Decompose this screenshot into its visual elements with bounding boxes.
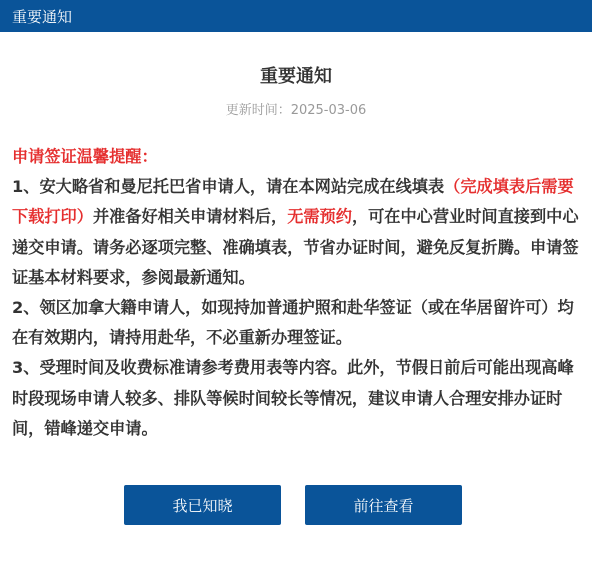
notice-item-1-text-a: 1、安大略省和曼尼托巴省申请人，请在本网站完成在线填表	[12, 177, 445, 197]
notice-item-1-no-appointment: 无需预约	[287, 207, 352, 227]
notice-dialog-body	[0, 32, 592, 583]
notice-item-3: 3、受理时间及收费标准请参考费用表等内容。此外，节假日前后可能出现高峰时段现场申请人较多、排队等候时间较长等情况，建议申请人合理安排办证时间，错峰递交申请。	[12, 358, 574, 438]
acknowledge-button[interactable]: 我已知晓	[124, 485, 281, 525]
notice-item-2: 2、领区加拿大籍申请人，如现持加普通护照和赴华签证（或在华居留许可）均在有效期内，请持用赴华，不必重新办理签证。	[12, 298, 574, 348]
notice-item-1-text-e: ，可在中心营业时间直接到中心递交申请。请务必逐项完整、准确填表，节省办证时间，避免反复折腾。申请签证基本材料要求，参阅最新通知。	[12, 207, 579, 287]
dialog-titlebar-text: 重要通知	[12, 7, 73, 26]
notice-item-1-text-c: 并准备好相关申请材料后，	[92, 207, 288, 227]
dialog-titlebar	[0, 0, 592, 32]
reminder-heading: 申请签证温馨提醒：	[12, 147, 158, 166]
view-details-button[interactable]: 前往查看	[305, 485, 462, 525]
update-time-label: 更新时间：	[225, 103, 291, 118]
notice-content	[12, 142, 580, 444]
notice-title: 重要通知	[260, 66, 332, 87]
notice-item-1	[12, 172, 580, 293]
update-time-date: 2025-03-06	[290, 103, 367, 118]
notice-item-1-print-note: （完成填表后需要下载打印）	[12, 177, 574, 227]
update-time	[0, 99, 592, 118]
